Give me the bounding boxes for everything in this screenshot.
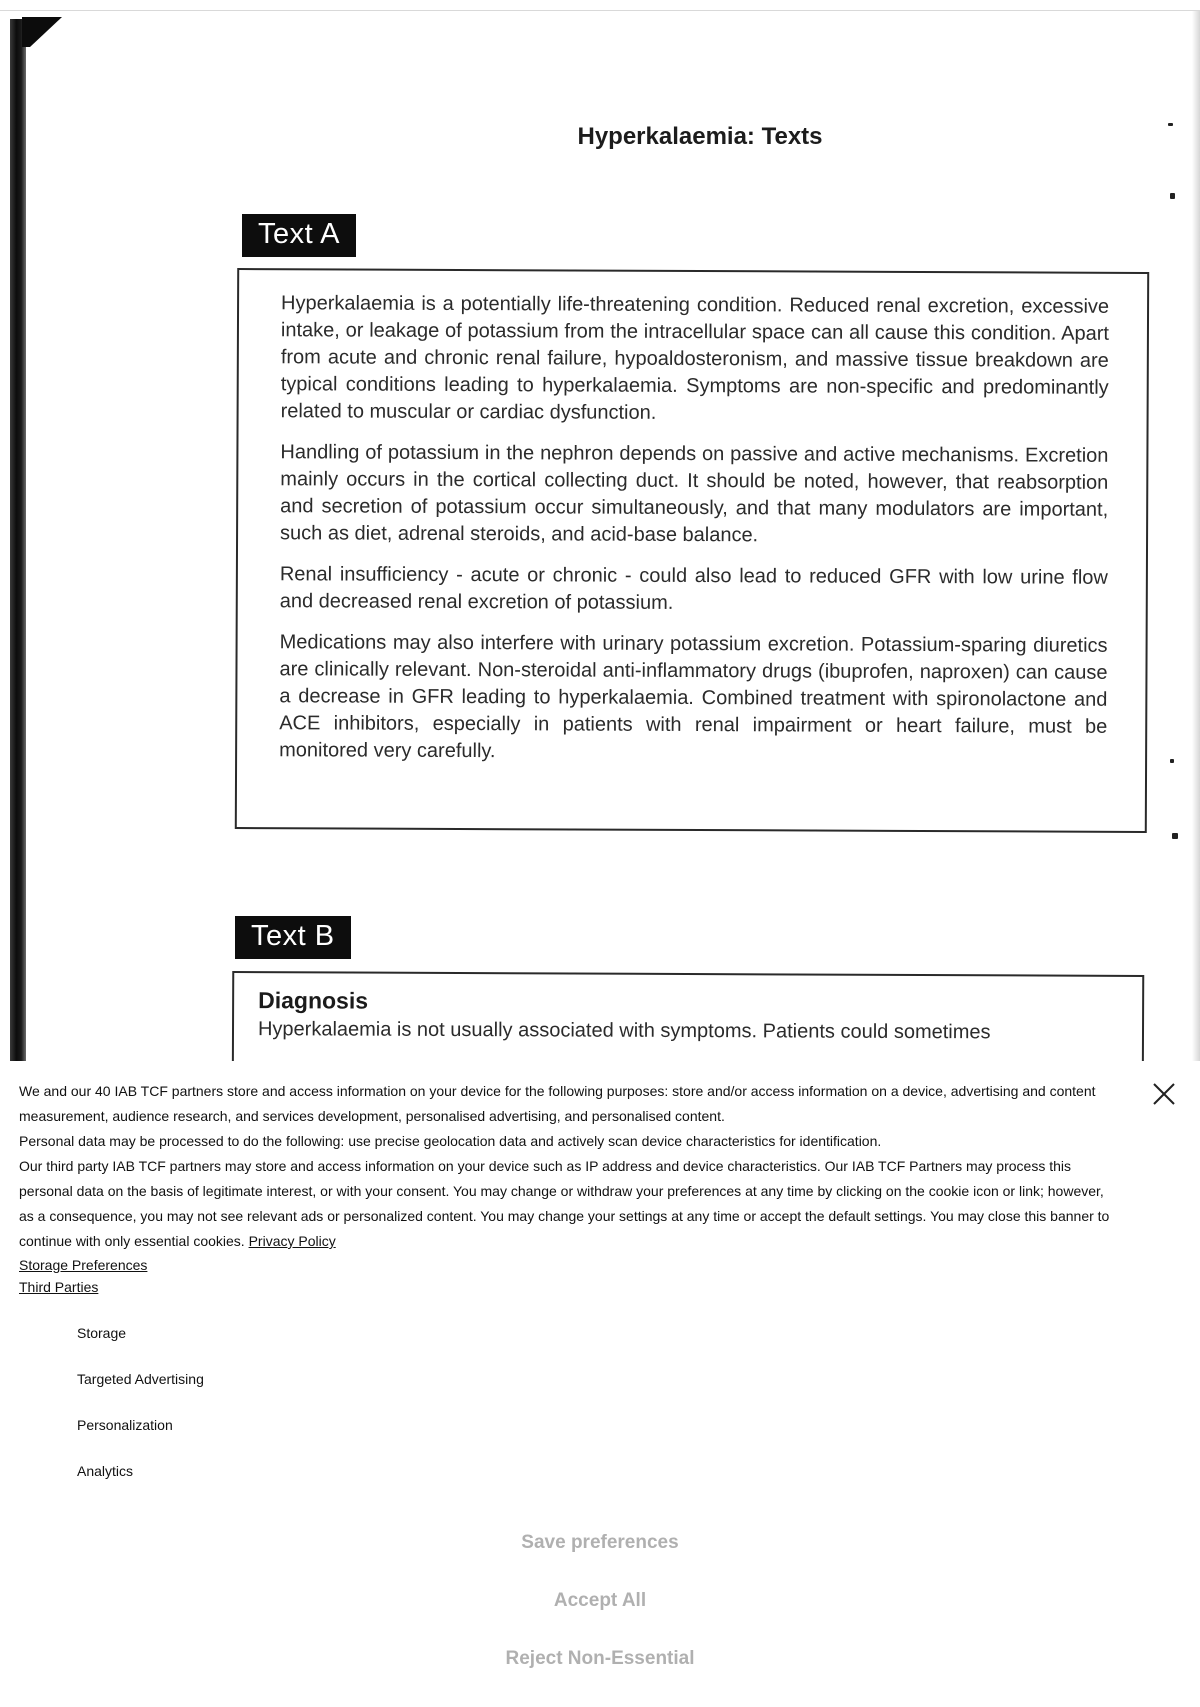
storage-preferences-link[interactable]: Storage Preferences [19, 1257, 148, 1273]
scan-corner-shadow [22, 17, 62, 47]
close-banner-button[interactable] [1152, 1082, 1176, 1106]
text-a-paragraph-3: Renal insufficiency - acute or chronic - could also lead to reduced GFR with low urine flow and decreased renal excretion of potassium. [279, 563, 1108, 614]
third-parties-link[interactable]: Third Parties [19, 1279, 99, 1295]
preference-targeted-advertising[interactable]: Targeted Advertising [77, 1371, 204, 1387]
reject-non-essential-button[interactable]: Reject Non-Essential [0, 1648, 1200, 1670]
text-a-label: Text A [242, 214, 356, 257]
accept-all-button[interactable]: Accept All [0, 1590, 1200, 1612]
document-title: Hyperkalaemia: Texts [577, 123, 823, 150]
preference-list [77, 1322, 204, 1506]
cookie-partners-text [19, 1154, 1120, 1254]
scan-speck [1172, 833, 1178, 839]
scan-speck [1170, 759, 1174, 763]
text-a-box [235, 268, 1149, 833]
banner-links [19, 1254, 1120, 1298]
privacy-policy-link[interactable]: Privacy Policy [248, 1233, 336, 1249]
text-b-paragraph: Hyperkalaemia is not usually associated with symptoms. Patients could sometimes [257, 1018, 991, 1044]
cookie-partners-body: Our third party IAB TCF partners may store and access information on your device such as IP address and device characteristics. Our IAB TCF Partners may process this personal data on the basis of legitimate interest, or with your consent. You may change or withdraw your preferences at any time by clicking on the cookie icon or link; however, as a consequence, you may not see relevant ads or personalized content. You may change your settings at any time or accept the default settings. You may close this banner to continue with only essential cookies. [19, 1158, 1110, 1249]
save-preferences-button[interactable]: Save preferences [0, 1532, 1200, 1554]
text-a-paragraph-1: Hyperkalaemia is a potentially life-threatening condition. Reduced renal excretion, excessive intake, or leakage of potassium from the intracellular space can all cause this condition. Apart from acute and chronic renal failure, hypoaldosteronism, and massive tissue breakdown are typical conditions leading to hyperkalaemia. Symptoms are non-specific and predominantly related to muscular or cardiac dysfunction. [280, 292, 1110, 424]
close-icon [1152, 1082, 1176, 1106]
text-a-paragraph-4: Medications may also interfere with urinary potassium excretion. Potassium-sparing diuretics are clinically relevant. Non-steroidal anti-inflammatory drugs (ibuprofen, naproxen) can cause a decrease in GFR leading to hyperkalaemia. Combined treatment with spironolactone and ACE inhibitors, especially in patients with renal impairment or heart failure, must be monitored very carefully. [279, 631, 1108, 763]
text-b-heading: Diagnosis [258, 987, 369, 1014]
scanned-document [0, 11, 1200, 1061]
text-b-box [232, 971, 1145, 1061]
scan-right-edge [1192, 11, 1200, 1061]
scan-spine-shadow [10, 19, 26, 1061]
cookie-banner-text [19, 1079, 1120, 1254]
preference-storage[interactable]: Storage [77, 1325, 127, 1341]
scan-speck [1170, 193, 1175, 199]
text-a-paragraph-2: Handling of potassium in the nephron depends on passive and active mechanisms. Excretion mainly occurs in the cortical collecting duct. It should be noted, however, that reabsorption and secretion of potassium occur simultaneously, and that many modulators are important, such as diet, adrenal steroids, and acid-base balance. [280, 441, 1109, 547]
cookie-purposes-text: We and our 40 IAB TCF partners store and access information on your device for the following purposes: store and/or access information on a device, advertising and content measurement, audience research, and services development, personalised advertising, and personalised content. [19, 1083, 1096, 1124]
cookie-processing-text: Personal data may be processed to do the following: use precise geolocation data and actively scan device characteristics for identification. [19, 1133, 882, 1149]
preference-personalization[interactable]: Personalization [77, 1417, 173, 1433]
preference-analytics[interactable]: Analytics [77, 1463, 134, 1479]
text-b-label: Text B [235, 916, 351, 959]
